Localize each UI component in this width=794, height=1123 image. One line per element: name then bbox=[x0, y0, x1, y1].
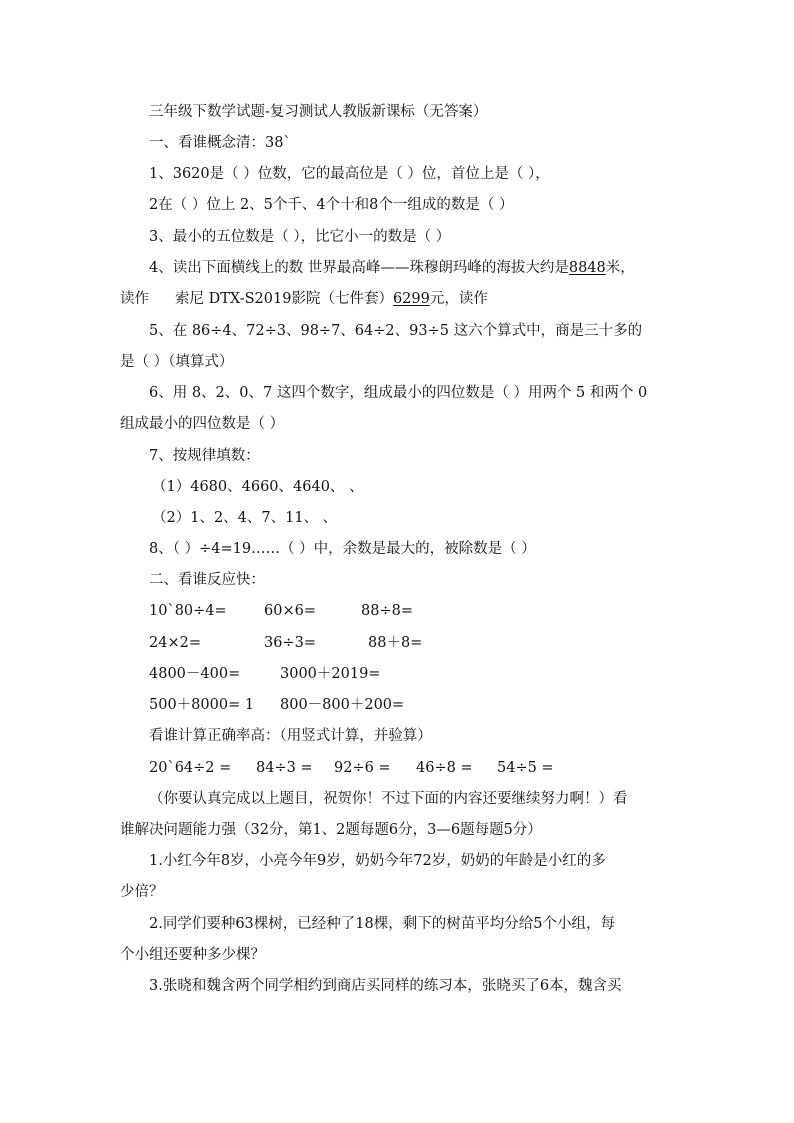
problem-1-line1: 1.小红今年8岁，小亮今年9岁，奶奶今年72岁，奶奶的年龄是小红的多 bbox=[149, 853, 606, 869]
calc-heading: 看谁计算正确率高：（用竖式计算，并验算） bbox=[149, 728, 432, 744]
section3-intro-line1: （你要认真完成以上题目，祝贺你！不过下面的内容还要继续努力啊！）看 bbox=[149, 791, 628, 807]
question-4-end: 元，读作 bbox=[429, 291, 488, 307]
question-8: 8、（ ）÷4=19……（ ）中，余数是最大的，被除数是（ ） bbox=[149, 541, 536, 557]
question-5-line1: 5、在 86÷4、72÷3、98÷7、64÷2、93÷5 这六个算式中，商是三十多的 bbox=[149, 323, 643, 339]
question-4-unit: 米， bbox=[605, 260, 635, 276]
mental-math-item: 88÷8= bbox=[361, 603, 413, 619]
mental-math-item: 4800－400= bbox=[149, 666, 241, 682]
price-value: 6299 bbox=[392, 291, 430, 307]
question-4-text: 4、读出下面横线上的数 世界最高峰——珠穆朗玛峰的海拔大约是 bbox=[149, 260, 569, 276]
mental-math-item: 800－800＋200= bbox=[280, 697, 405, 713]
question-7: 7、按规律填数： bbox=[149, 448, 260, 464]
question-2: 2在（ ）位上 2、5个千、4个十和8个一组成的数是（ ） bbox=[149, 197, 514, 213]
document-title: 三年级下数学试题-复习测试人教版新课标（无答案） bbox=[149, 104, 488, 120]
problem-2-line1: 2.同学们要种63棵树，已经种了18棵，剩下的树苗平均分给5个小组，每 bbox=[149, 916, 615, 932]
question-7-1: （1）4680、4660、4640、 、 bbox=[152, 479, 364, 495]
calc-item: 54÷5 = bbox=[497, 760, 554, 776]
problem-1-line2: 少倍？ bbox=[120, 884, 164, 900]
question-5-line2: 是（ ）（填算式） bbox=[120, 354, 234, 370]
mental-math-item: 36÷3= bbox=[264, 635, 316, 651]
problem-2-line2: 个小组还要种多少棵？ bbox=[120, 947, 265, 963]
question-4-line1 bbox=[149, 259, 635, 277]
section1-heading: 一、看谁概念清：38` bbox=[149, 135, 291, 151]
question-3: 3、最小的五位数是（ ），比它小一的数是（ ） bbox=[149, 229, 451, 245]
question-4-read-label: 读作 bbox=[120, 291, 149, 307]
calc-item: 92÷6 = bbox=[334, 760, 391, 776]
question-1: 1、3620是（ ）位数，它的最高位是（ ）位，首位上是（ ）， bbox=[149, 166, 550, 182]
mental-math-item: 24×2= bbox=[149, 635, 201, 651]
question-7-2: （2）1、2、4、7、11、 、 bbox=[152, 510, 338, 526]
problem-3-line1: 3.张晓和魏含两个同学相约到商店买同样的练习本，张晓买了6本，魏含买 bbox=[149, 978, 622, 994]
calc-item: 84÷3 = bbox=[256, 760, 313, 776]
mental-math-item: 3000＋2019= bbox=[280, 666, 381, 682]
section2-heading: 二、看谁反应快： bbox=[149, 572, 265, 588]
mental-math-item: 60×6= bbox=[264, 603, 316, 619]
question-4-line2 bbox=[120, 290, 488, 308]
mental-math-item: 88＋8= bbox=[368, 635, 423, 651]
mental-math-item: 500＋8000= 1 bbox=[149, 697, 255, 713]
question-4-product: 索尼 DTX-S2019影院（七件套） bbox=[175, 291, 393, 307]
everest-height-value: 8848 bbox=[568, 260, 606, 276]
section3-intro-line2: 谁解决问题能力强（32分，第1、2题每题6分，3—6题每题5分） bbox=[120, 822, 542, 838]
question-6-line1: 6、用 8、2、0、7 这四个数字，组成最小的四位数是（ ）用两个 5 和两个 0 bbox=[149, 385, 648, 401]
calc-item: 20`64÷2 = bbox=[149, 760, 232, 776]
calc-item: 46÷8 = bbox=[416, 760, 473, 776]
mental-math-item: 10`80÷4= bbox=[149, 603, 227, 619]
question-6-line2: 组成最小的四位数是（ ） bbox=[120, 416, 285, 432]
